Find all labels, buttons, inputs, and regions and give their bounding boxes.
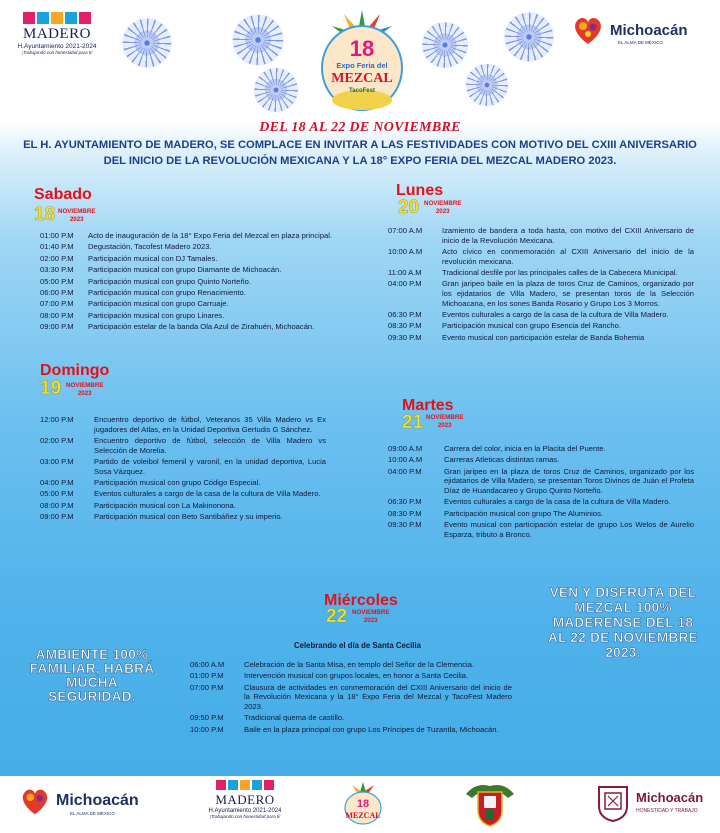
event-time: 06:30 P.M <box>388 309 422 319</box>
day-title-martes: Martes <box>402 397 454 414</box>
month-label: NOVIEMBRE <box>424 200 462 207</box>
event-time: 06:00 A.M <box>190 660 225 669</box>
event-time: 10:00 A.M <box>388 246 423 256</box>
madero-slogan: ¡Trabajando con honestidad para ti! <box>21 50 93 55</box>
footer-michoacan-gov-name: Michoacán <box>636 790 704 805</box>
event-description: Baile en la plaza principal con grupo Los Príncipes de Tuzantla, Michoacán. <box>244 724 499 734</box>
mezcal-message: VEN Y DISFRUTA DEL MEZCAL 100% MADERENSE DEL 18 AL 22 DE NOVIEMBRE 2023. <box>548 585 698 660</box>
family-message: AMBIENTE 100% FAMILIAR, HABRÁ MUCHA SEGURIDAD. <box>29 647 155 704</box>
day-number-lunes: 20 <box>398 197 420 218</box>
year-label: 2023 <box>437 422 452 429</box>
footer-michoacan-gov-sub: HONESTIDAD Y TRABAJO <box>636 808 698 814</box>
event-description: Tradicional desfile por las principales calles de la Cabecera Municipal. <box>442 267 678 277</box>
michoacan-logo <box>570 12 710 52</box>
event-description: Encuentro deportivo de fútbol, selección de Villa Madero vs Selección de Morelia. <box>94 435 326 455</box>
event-description: Participación musical con grupo Esencia del Rancho. <box>442 321 621 331</box>
event-description: Partido de voleibol femenil y varonil, en la unidad deportiva, Lucia Sosa Vázquez. <box>94 456 326 476</box>
michoacan-name: Michoacán <box>610 22 688 39</box>
madero-name: MADERO <box>22 26 91 42</box>
day-month-lunes <box>424 200 461 216</box>
event-time: 02:00 P.M <box>40 435 74 445</box>
event-time: 11:00 A.M <box>388 267 422 277</box>
firework-decoration <box>250 64 302 116</box>
event-description: Clausura de actividades en conmemoración del CXIII Aniversario del inicio de la Revolución Mexicana y la 18° Expo Feria del Mezcal y TacoFest Madero 2023. <box>244 682 512 711</box>
event-row <box>40 288 338 298</box>
event-description: Participación musical con grupo Renacimiento. <box>88 287 246 297</box>
footer-logos <box>0 776 720 831</box>
footer-feria-name: MEZCAL <box>345 811 381 820</box>
coat-of-arms-icon <box>462 780 518 828</box>
event-description: Tradicional quema de castillo. <box>244 713 345 723</box>
event-time: 12:00 P.M <box>40 415 74 424</box>
madero-icons <box>14 12 100 24</box>
firework-decoration <box>228 10 288 70</box>
event-description: Participación musical con grupo The Aluminios. <box>444 508 603 518</box>
event-description: Eventos culturales a cargo de la casa de la cultura de Villa Madero. <box>442 309 669 319</box>
event-description: Participación estelar de la banda Ola Azul de Zirahuén, Michoacán. <box>88 322 315 332</box>
event-time: 05:00 P.M <box>40 276 74 286</box>
event-row <box>190 671 512 681</box>
madero-icons <box>204 780 286 790</box>
event-time: 09:30 P.M <box>388 332 422 342</box>
intro-text: EL H. AYUNTAMIENTO DE MADERO, SE COMPLACE EN INVITAR A LAS FESTIVIDADES CON MOTIVO DEL CXIII ANIVERSARIO DEL INICIO DE LA REVOLUCIÓN MEXICANA Y LA 18° EXPO FERIA DEL MEZCAL MADERO 2023. <box>23 139 697 167</box>
event-row <box>388 497 694 507</box>
event-time: 09:00 P.M <box>40 512 74 522</box>
feria-line1: Expo Feria del <box>336 61 388 70</box>
footer-feria-number: 18 <box>356 798 370 810</box>
event-description: Degustación, Tacofest Madero 2023. <box>88 242 212 252</box>
footer-feria-logo <box>340 780 386 826</box>
event-description: Encuentro deportivo de fútbol, Veteranos 35 Villa Madero vs Ex jugadores del Atlas, en la Unidad Deportiva Gertudis G Sánchez. <box>94 415 326 434</box>
event-time: 09:00 A.M <box>388 444 423 453</box>
event-time: 10:00 P.M <box>190 724 224 734</box>
event-description: Participación musical con grupo Quinto Norteño. <box>88 276 251 286</box>
event-description: Evento musical con participación estelar de Banda Bohemia <box>442 332 645 342</box>
event-row <box>40 242 338 252</box>
firework-decoration <box>418 18 472 72</box>
day-month-miercoles <box>352 609 389 625</box>
footer-michoacan-logo <box>18 784 158 824</box>
feria-mezcal-logo <box>314 6 410 116</box>
month-label: NOVIEMBRE <box>66 382 104 389</box>
event-time: 08:30 P.M <box>388 508 422 518</box>
day-title-sabado: Sabado <box>34 186 92 203</box>
firework-decoration <box>462 60 512 110</box>
day-title-lunes: Lunes <box>396 182 444 199</box>
day-number-sabado: 18 <box>34 204 56 225</box>
events-sabado <box>40 231 338 334</box>
event-description: Carrera del color, inicia en la Placita del Puente. <box>444 444 606 453</box>
event-time: 04:00 P.M <box>388 279 422 289</box>
month-label: NOVIEMBRE <box>426 414 464 421</box>
event-time: 01:00 P.M <box>190 671 224 681</box>
event-row <box>388 247 694 266</box>
event-time: 06:00 P.M <box>40 287 74 297</box>
event-time: 06:30 P.M <box>388 497 422 507</box>
event-row <box>40 501 326 511</box>
event-row <box>40 322 338 332</box>
event-row <box>40 265 338 275</box>
year-label: 2023 <box>435 208 450 215</box>
event-time: 01:00 P.M <box>40 231 74 240</box>
event-row <box>40 489 326 499</box>
event-row <box>388 310 694 320</box>
event-row <box>388 467 694 496</box>
event-row <box>40 299 338 309</box>
event-row <box>190 683 512 712</box>
event-description: Izamiento de bandera a toda hasta, con motivo del CXIII Aniversario de inicio de la Revolución Mexicana. <box>442 226 694 245</box>
event-description: Evento musical con participación estelar de grupo Los Welos de Aurelio Esparza, tributo a Bronco. <box>444 520 694 539</box>
dates-banner: DEL 18 AL 22 DE NOVIEMBRE <box>259 120 461 135</box>
event-row <box>388 279 694 308</box>
event-description: Participación musical con grupo Código Especial. <box>94 477 261 487</box>
event-time: 09:50 P.M <box>190 713 224 723</box>
footer-madero-slogan: ¡Trabajando con honestidad para ti! <box>209 814 281 819</box>
event-time: 08:00 P.M <box>40 310 74 320</box>
event-time: 08:30 P.M <box>388 321 422 331</box>
event-description: Acto de inauguración de la 18° Expo Feria del Mezcal en plaza principal. <box>88 231 333 240</box>
event-description: Participación musical con grupo Linares. <box>88 310 225 320</box>
event-description: Participación musical con DJ Tamales. <box>88 253 218 263</box>
month-label: NOVIEMBRE <box>58 208 96 215</box>
event-row <box>190 660 512 670</box>
event-row <box>388 520 694 539</box>
michoacan-sub: EL ALMA DE MÉXICO <box>618 40 663 45</box>
event-time: 03:30 P.M <box>40 265 74 275</box>
year-label: 2023 <box>363 617 378 624</box>
event-row <box>388 509 694 519</box>
day-month-domingo <box>66 382 103 398</box>
footer-michoacan-sub: EL ALMA DE MÉXICO <box>70 811 115 816</box>
events-domingo <box>40 415 326 524</box>
month-label: NOVIEMBRE <box>352 609 390 616</box>
event-row <box>190 713 512 723</box>
event-time: 10:00 A.M <box>388 455 423 465</box>
event-time: 08:00 P.M <box>40 500 74 510</box>
event-row <box>40 231 338 241</box>
michoacan-heart-icon <box>18 784 52 818</box>
event-row <box>40 436 326 455</box>
event-time: 04:00 P.M <box>40 477 74 487</box>
footer-madero-logo <box>204 780 286 819</box>
madero-logo <box>14 12 100 55</box>
footer-madero-sub: H.Ayuntamiento 2021-2024 <box>208 808 282 814</box>
feria-line2: MEZCAL <box>331 71 393 86</box>
event-description: Acto cívico en conmemoración al CXIII Aniversario del inicio de la revolución mexicana. <box>442 246 694 266</box>
madero-subtitle: H.Ayuntamiento 2021-2024 <box>17 43 97 50</box>
footer-madero-name: MADERO <box>215 792 275 807</box>
day-month-martes <box>426 414 463 430</box>
event-row <box>40 478 326 488</box>
event-description: Participación musical con Beto Santibáñez y su imperio. <box>94 512 283 522</box>
event-row <box>40 415 326 434</box>
event-time: 07:00 A.M <box>388 226 423 235</box>
event-description: Gran jaripeo en la plaza de toros Cruz de Caminos, organizado por los ejidatarios de Villa Madero, se presentan Toros Divinos de Juán el Profeta Díaz de Huandacareo y Grupo Quinto Norteño. <box>444 466 694 495</box>
miercoles-subheading: Celebrando el día de Santa Cecilia <box>294 641 421 650</box>
day-month-sabado <box>58 208 95 224</box>
event-time: 07:00 P.M <box>190 682 224 692</box>
year-label: 2023 <box>69 216 84 223</box>
event-time: 03:00 P.M <box>40 456 74 466</box>
footer-michoacan-gov-logo <box>596 782 716 826</box>
event-row <box>40 254 338 264</box>
event-description: Eventos culturales a cargo de la casa de la cultura de Villa Madero. <box>94 489 321 499</box>
event-row <box>388 455 694 465</box>
year-label: 2023 <box>77 390 92 397</box>
feria-number: 18 <box>349 36 375 61</box>
event-time: 04:00 P.M <box>388 466 422 476</box>
event-row <box>388 444 694 454</box>
day-number-miercoles: 22 <box>326 606 348 627</box>
event-row <box>40 311 338 321</box>
event-row <box>388 226 694 245</box>
gov-shield-icon <box>596 784 630 822</box>
event-time: 05:00 P.M <box>40 489 74 499</box>
event-description: Participación musical con La Makinonona. <box>94 500 236 510</box>
feria-line3: TacoFest <box>349 88 375 94</box>
event-description: Participación musical con grupo Carruaje. <box>88 299 229 309</box>
events-martes <box>388 444 694 541</box>
event-time: 01:40 P.M <box>40 242 74 252</box>
event-row <box>388 333 694 343</box>
event-description: Intervención musical con grupos locales, en honor a Santa Cecilia. <box>244 671 469 681</box>
event-row <box>190 725 512 735</box>
events-miercoles <box>190 660 512 736</box>
event-row <box>40 277 338 287</box>
day-number-domingo: 19 <box>40 378 62 399</box>
event-row <box>40 512 326 522</box>
day-title-domingo: Domingo <box>40 362 110 379</box>
firework-decoration <box>500 8 558 66</box>
event-description: Participación musical con grupo Diamante de Michoacán. <box>88 265 282 275</box>
event-description: Gran jaripeo baile en la plaza de toros Cruz de Caminos, organizado por los ejidatarios de Villa Madero, se presentan toros de la Selección Michoacana, en los sones Banda Rosario y Grupo Los 3 Morros. <box>442 279 694 308</box>
michoacan-heart-icon <box>570 12 606 48</box>
event-time: 02:00 P.M <box>40 253 74 263</box>
event-description: Celebración de la Santa Misa, en templo del Señor de la Clemencia. <box>244 660 475 669</box>
event-time: 09:00 P.M <box>40 322 74 332</box>
events-lunes <box>388 226 694 344</box>
event-time: 07:00 P.M <box>40 299 74 309</box>
event-description: Carreras Atleticas distintas ramas. <box>444 455 560 465</box>
event-row <box>40 457 326 476</box>
event-row <box>388 268 694 278</box>
event-description: Eventos culturales a cargo de la casa de la cultura de Villa Madero. <box>444 497 671 507</box>
event-time: 09:30 P.M <box>388 520 422 530</box>
event-row <box>388 321 694 331</box>
day-number-martes: 21 <box>402 412 424 433</box>
footer-michoacan-name: Michoacán <box>56 792 139 809</box>
day-title-miercoles: Miércoles <box>324 592 398 609</box>
firework-decoration <box>118 14 176 72</box>
